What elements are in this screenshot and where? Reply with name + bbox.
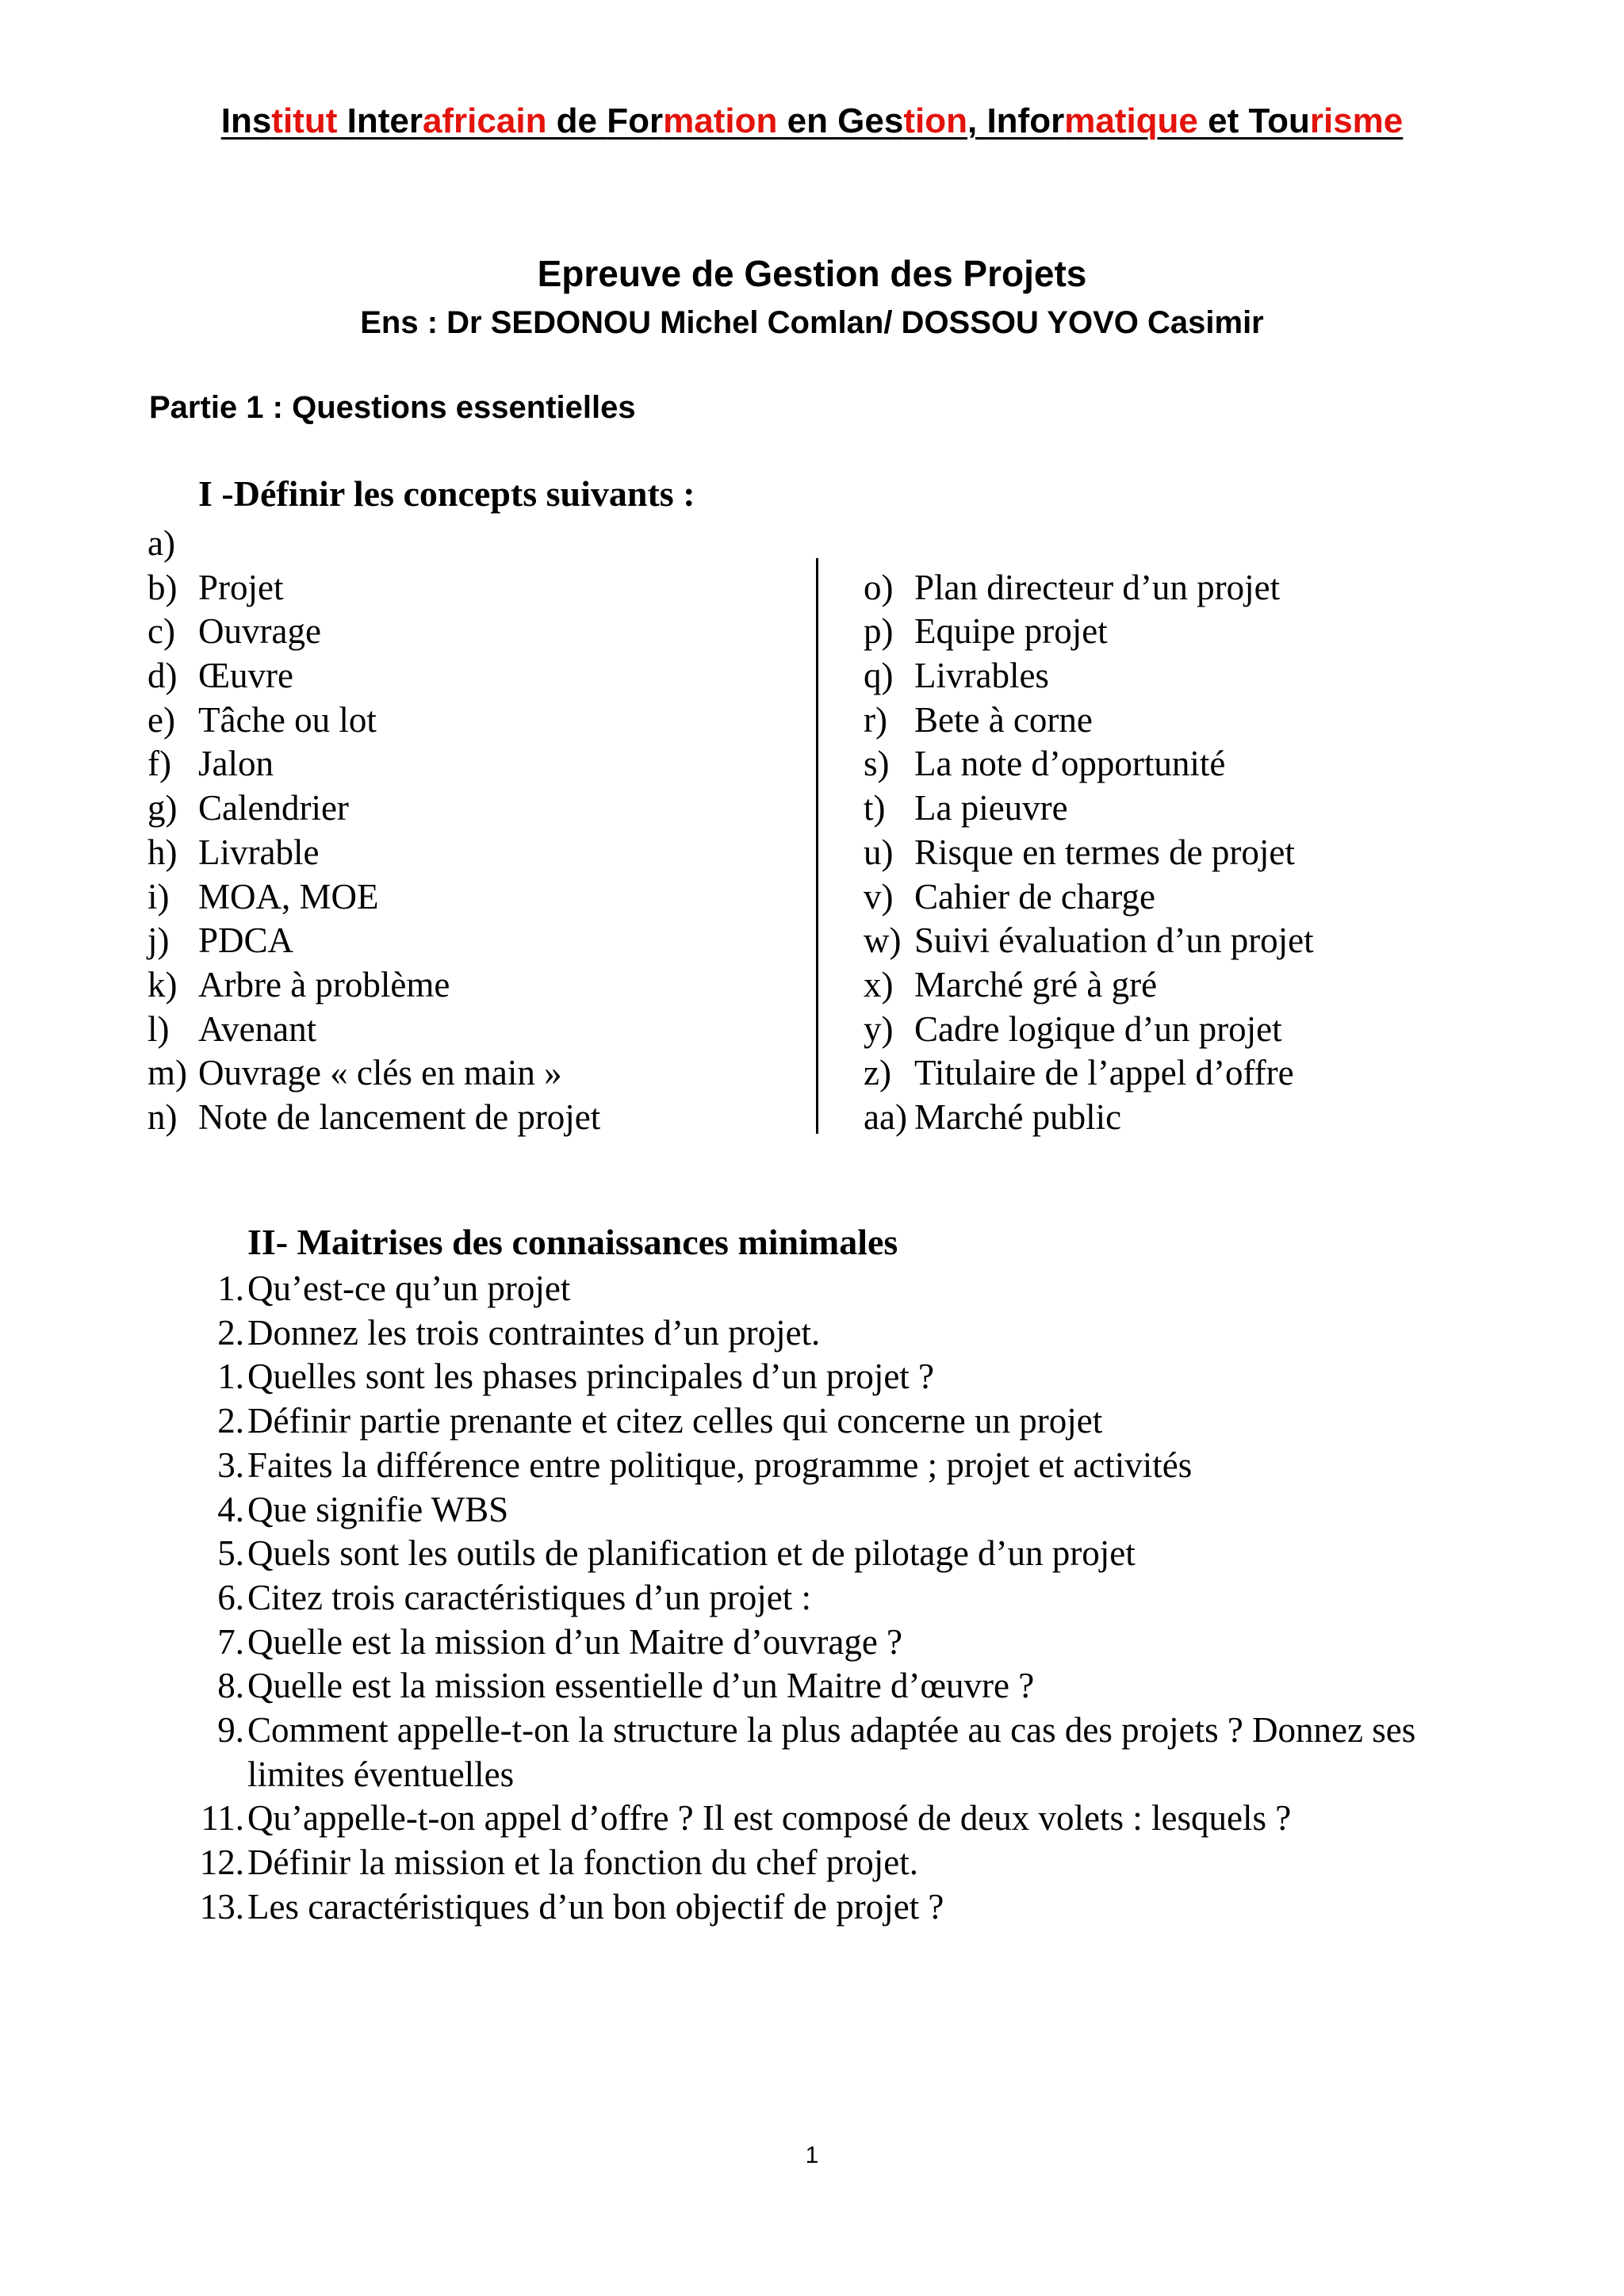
question-item (197, 1267, 1481, 1311)
concept-text: Equipe projet (914, 611, 1108, 652)
question-number: 11. (201, 1798, 244, 1839)
concept-label: a) (147, 523, 175, 563)
question-text: Quels sont les outils de planification et de pilotage d’un projet (247, 1533, 1136, 1574)
question-text: Comment appelle-t-on la structure la plus adaptée au cas des projets ? Donnez ses limites éventuelles (247, 1710, 1416, 1794)
question-number: 12. (199, 1843, 244, 1883)
question-number: 13. (199, 1886, 244, 1927)
institute-segment: , (967, 101, 987, 140)
institute-segment: Tou (1248, 101, 1310, 140)
concept-text: Cahier de charge (914, 876, 1156, 916)
question-item (197, 1576, 1481, 1621)
question-number: 4. (217, 1489, 244, 1529)
institute-segment: Infor (986, 101, 1065, 140)
concept-text: Bete à corne (914, 699, 1093, 740)
section1-heading: I -Définir les concepts suivants : (198, 473, 695, 514)
concept-label: y) (864, 1008, 894, 1049)
concept-label: q) (864, 656, 894, 696)
concept-text: Jalon (198, 744, 274, 784)
concept-text: Marché gré à gré (914, 964, 1158, 1004)
concept-text: Œuvre (198, 656, 293, 696)
concept-label: o) (864, 567, 894, 607)
concept-text: La pieuvre (914, 788, 1068, 828)
question-item (197, 1532, 1481, 1576)
concept-label: aa) (864, 1096, 907, 1137)
concept-text: Calendrier (198, 788, 349, 828)
concept-label: j) (147, 920, 170, 961)
question-text: Qu’est-ce qu’un projet (247, 1269, 571, 1308)
concept-label: b) (147, 567, 178, 607)
question-number: 6. (217, 1577, 244, 1617)
part-title: Partie 1 : Questions essentielles (149, 390, 636, 425)
question-text: Quelle est la mission essentielle d’un Maitre d’œuvre ? (247, 1666, 1035, 1706)
institute-segment: risme (1309, 101, 1404, 140)
question-item (197, 1444, 1481, 1488)
question-text: Donnez les trois contraintes d’un projet. (247, 1312, 821, 1353)
institute-segment: de (546, 101, 607, 140)
question-number: 8. (217, 1666, 244, 1706)
question-number: 7. (217, 1621, 244, 1662)
concept-text: Ouvrage « clés en main » (198, 1053, 562, 1093)
section2-heading: II- Maitrises des connaissances minimales (247, 1222, 898, 1262)
concept-text: Suivi évaluation d’un projet (914, 920, 1314, 961)
concept-label: d) (147, 656, 178, 696)
question-text: Que signifie WBS (247, 1489, 509, 1529)
concept-text: Livrable (198, 832, 320, 872)
question-item (197, 1621, 1481, 1665)
concept-text: Plan directeur d’un projet (914, 567, 1281, 607)
concept-label: u) (864, 832, 894, 872)
question-number: 5. (217, 1533, 244, 1574)
concept-label: g) (147, 788, 178, 828)
question-text: Quelles sont les phases principales d’un projet ? (247, 1357, 935, 1397)
institute-segment: et (1197, 101, 1249, 140)
concept-text: Ouvrage (198, 611, 321, 652)
concept-label: n) (147, 1096, 178, 1137)
concept-text: Risque en termes de projet (914, 832, 1295, 872)
concept-label: s) (864, 744, 890, 784)
question-item (197, 1399, 1481, 1444)
concept-text: La note d’opportunité (914, 744, 1226, 784)
institute-segment: For (607, 101, 664, 140)
concept-label: l) (147, 1008, 170, 1049)
question-item (197, 1488, 1481, 1533)
concept-label: e) (147, 699, 175, 740)
concept-text: MOA, MOE (198, 876, 379, 916)
institute-segment: nter (356, 101, 423, 140)
question-item (197, 1885, 1481, 1930)
question-text: Définir partie prenante et citez celles qui concerne un projet (247, 1401, 1103, 1441)
concept-label: z) (864, 1053, 891, 1093)
institute-segment: africain (422, 101, 547, 140)
institute-segment: I (337, 101, 357, 140)
question-item (197, 1664, 1481, 1709)
question-item (197, 1355, 1481, 1399)
questions-list (197, 1267, 1481, 1930)
concept-text: Note de lancement de projet (198, 1096, 601, 1137)
institute-segment: Ins (220, 101, 272, 140)
concept-text: Arbre à problème (198, 964, 450, 1004)
question-item (197, 1709, 1481, 1797)
concept-label: t) (864, 788, 886, 828)
teachers-line: Ens : Dr SEDONOU Michel Comlan/ DOSSOU YOVO Casimir (360, 305, 1264, 340)
question-text: Définir la mission et la fonction du chef projet. (247, 1843, 919, 1883)
concept-text: PDCA (198, 920, 294, 961)
concept-text: Projet (198, 567, 284, 607)
question-text: Faites la différence entre politique, programme ; projet et activités (247, 1445, 1193, 1485)
question-number: 3. (217, 1445, 244, 1485)
question-number: 2. (217, 1312, 244, 1353)
concept-label: k) (147, 964, 178, 1004)
concept-label: f) (147, 744, 171, 784)
question-item (197, 1797, 1481, 1841)
institute-name (0, 101, 1624, 141)
column-divider (816, 558, 818, 1134)
concept-text: Cadre logique d’un projet (914, 1008, 1282, 1049)
concept-label: r) (864, 699, 887, 740)
concept-label: x) (864, 964, 894, 1004)
institute-segment: tion (903, 101, 967, 140)
question-item (197, 1841, 1481, 1885)
question-text: Citez trois caractéristiques d’un projet : (247, 1577, 812, 1617)
page-number: 1 (805, 2142, 819, 2168)
institute-segment: en (777, 101, 838, 140)
concept-text: Livrables (914, 656, 1049, 696)
concept-label: p) (864, 611, 894, 652)
question-number: 1. (217, 1357, 244, 1397)
question-item (197, 1311, 1481, 1356)
institute-segment: Ges (837, 101, 904, 140)
question-text: Les caractéristiques d’un bon objectif de projet ? (247, 1886, 944, 1927)
exam-title: Epreuve de Gestion des Projets (537, 253, 1087, 294)
question-number: 9. (217, 1710, 244, 1751)
institute-segment: matique (1064, 101, 1198, 140)
institute-segment: titut (271, 101, 338, 140)
institute-segment: mation (663, 101, 778, 140)
concept-label: m) (147, 1053, 187, 1093)
question-text: Quelle est la mission d’un Maitre d’ouvrage ? (247, 1621, 903, 1662)
concept-label: i) (147, 876, 170, 916)
question-number: 1. (217, 1269, 244, 1308)
question-text: Qu’appelle-t-on appel d’offre ? Il est composé de deux volets : lesquels ? (247, 1798, 1292, 1839)
concept-text: Avenant (198, 1008, 317, 1049)
concept-label: w) (864, 920, 902, 961)
concept-text: Titulaire de l’appel d’offre (914, 1053, 1294, 1093)
concept-label: c) (147, 611, 175, 652)
concept-label: h) (147, 832, 178, 872)
concept-text: Marché public (914, 1096, 1122, 1137)
question-number: 2. (217, 1401, 244, 1441)
concept-label: v) (864, 876, 894, 916)
concept-text: Tâche ou lot (198, 699, 377, 740)
